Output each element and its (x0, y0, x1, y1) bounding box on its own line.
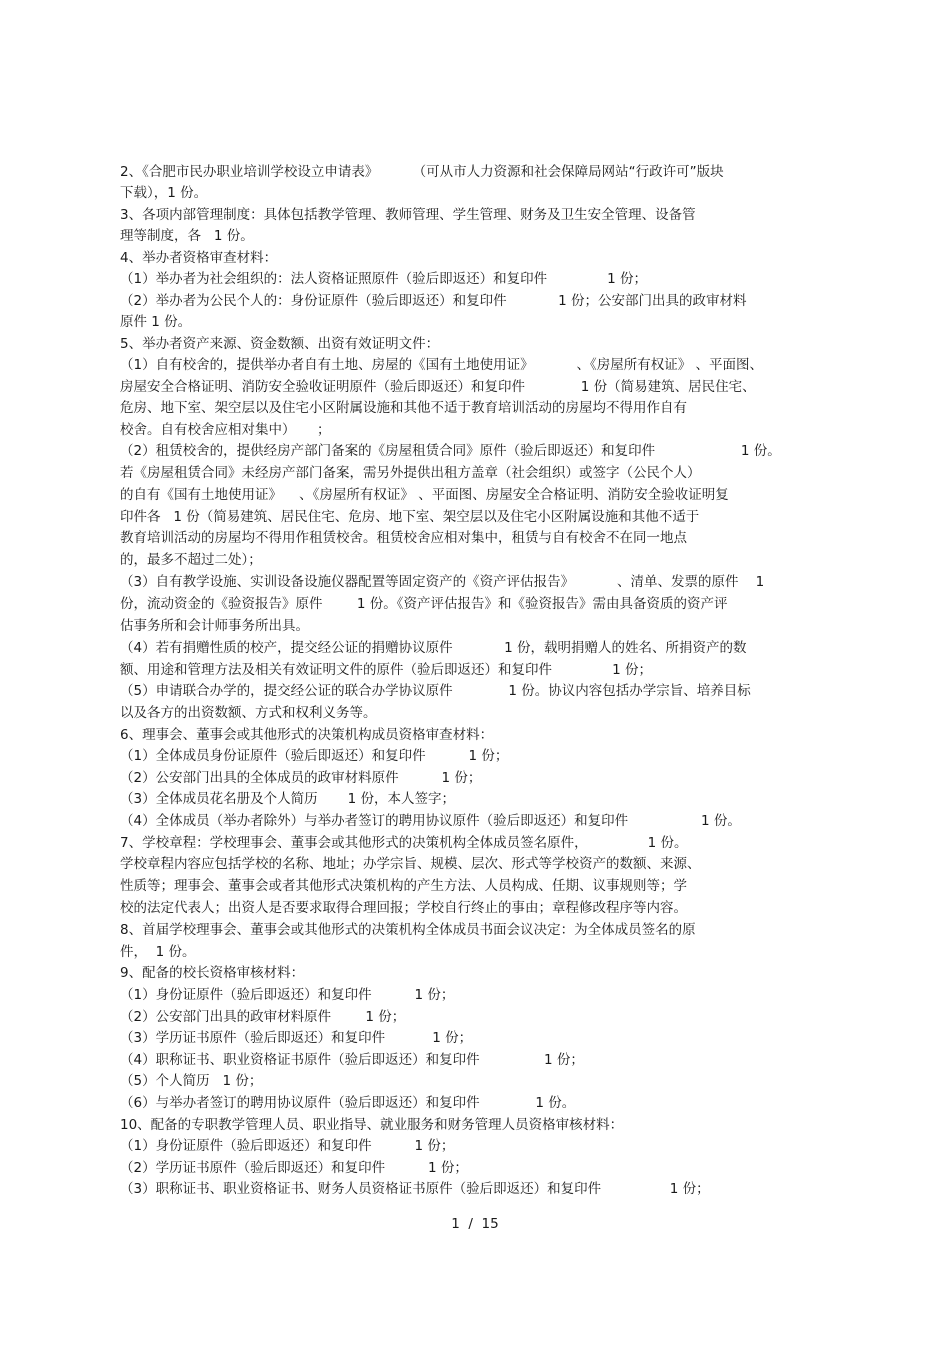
text-line: （4）若有捐赠性质的校产，提交经公证的捐赠协议原件 1 份，载明捐赠人的姓名、所捐资产的数 (120, 640, 747, 656)
text-line: （5）申请联合办学的，提交经公证的联合办学协议原件 1 份。协议内容包括办学宗旨、培养目标 (120, 683, 751, 699)
text-line: （5）个人简历 1 份； (120, 1073, 263, 1089)
page-number: 1 / 15 (451, 1216, 499, 1232)
text-line: 印件各 1 份（简易建筑、居民住宅、危房、地下室、架空层以及住宅小区附属设施和其他不适于 (120, 509, 700, 525)
text-line: 学校章程内容应包括学校的名称、地址；办学宗旨、规模、层次、形式等学校资产的数额、来源、 (120, 856, 701, 872)
text-line: 6、理事会、董事会或其他形式的决策机构成员资格审查材料： (120, 727, 494, 743)
text-line: （3）学历证书原件（验后即返还）和复印件 1 份； (120, 1030, 473, 1046)
text-line: 危房、地下室、架空层以及住宅小区附属设施和其他不适于教育培训活动的房屋均不得用作自有 (120, 400, 687, 416)
text-line: 4、举办者资格审查材料： (120, 250, 278, 266)
text-line: 下载），1 份。 (120, 185, 208, 201)
text-line: 2、《合肥市民办职业培训学校设立申请表》 （可从市人力资源和社会保障局网站“行政许可”版块 (120, 164, 724, 180)
text-line: 8、首届学校理事会、董事会或其他形式的决策机构全体成员书面会议决定：为全体成员签名的原 (120, 922, 696, 938)
text-line: （2）举办者为公民个人的：身份证原件（验后即返还）和复印件 1 份；公安部门出具的政审材料 (120, 293, 747, 309)
text-line: （2）学历证书原件（验后即返还）和复印件 1 份； (120, 1160, 468, 1176)
text-line: （6）与举办者签订的聘用协议原件（验后即返还）和复印件 1 份。 (120, 1095, 576, 1111)
text-line: 份，流动资金的《验资报告》原件 1 份。《资产评估报告》和《验资报告》需由具备资质的资产评 (120, 596, 728, 612)
text-line: 教育培训活动的房屋均不得用作租赁校舍。租赁校舍应相对集中，租赁与自有校舍不在同一地点 (120, 530, 687, 546)
text-line: 5、举办者资产来源、资金数额、出资有效证明文件： (120, 336, 440, 352)
text-line: 10、配备的专职教学管理人员、职业指导、就业服务和财务管理人员资格审核材料： (120, 1117, 624, 1133)
text-line: （1）全体成员身份证原件（验后即返还）和复印件 1 份； (120, 748, 509, 764)
text-line: 以及各方的出资数额、方式和权利义务等。 (120, 705, 377, 721)
text-line: （2）公安部门出具的全体成员的政审材料原件 1 份； (120, 770, 482, 786)
text-line: （4）全体成员（举办者除外）与举办者签订的聘用协议原件（验后即返还）和复印件 1 份。 (120, 813, 741, 829)
text-line: 若《房屋租赁合同》未经房产部门备案，需另外提供出租方盖章（社会组织）或签字（公民个人） (120, 465, 701, 481)
text-line: 的自有《国有土地使用证》 、《房屋所有权证》 、平面图、房屋安全合格证明、消防安全验收证明复 (120, 487, 729, 503)
text-line: 性质等；理事会、董事会或者其他形式决策机构的产生方法、人员构成、任期、议事规则等；学 (120, 878, 687, 894)
text-line: （1）自有校舍的，提供举办者自有土地、房屋的《国有土地使用证》 、《房屋所有权证》 、平面图、 (120, 357, 764, 373)
text-line: 校舍。自有校舍应相对集中） ； (120, 422, 331, 438)
text-line: 件， 1 份。 (120, 944, 196, 960)
text-line: （1）身份证原件（验后即返还）和复印件 1 份； (120, 1138, 455, 1154)
text-line: （3）职称证书、职业资格证书、财务人员资格证书原件（验后即返还）和复印件 1 份； (120, 1181, 710, 1197)
text-line: 原件 1 份。 (120, 314, 192, 330)
text-line: 理等制度，各 1 份。 (120, 228, 254, 244)
text-line: 9、配备的校长资格审核材料： (120, 965, 305, 981)
text-line: （2）公安部门出具的政审材料原件 1 份； (120, 1009, 406, 1025)
text-line: 3、各项内部管理制度：具体包括教学管理、教师管理、学生管理、财务及卫生安全管理、设备管 (120, 207, 696, 223)
text-line: 房屋安全合格证明、消防安全验收证明原件（验后即返还）和复印件 1 份（简易建筑、居民住宅、 (120, 379, 756, 395)
text-line: 校的法定代表人；出资人是否要求取得合理回报；学校自行终止的事由；章程修改程序等内容。 (120, 900, 687, 916)
text-line: 7、学校章程：学校理事会、董事会或其他形式的决策机构全体成员签名原件， 1 份。 (120, 835, 688, 851)
text-line: 的，最多不超过二处）； (120, 552, 262, 568)
text-line: 额、用途和管理方法及相关有效证明文件的原件（验后即返还）和复印件 1 份； (120, 662, 652, 678)
text-line: （1）举办者为社会组织的：法人资格证照原件（验后即返还）和复印件 1 份； (120, 271, 648, 287)
text-line: （1）身份证原件（验后即返还）和复印件 1 份； (120, 987, 455, 1003)
text-line: （3）自有教学设施、实训设备设施仪器配置等固定资产的《资产评估报告》 、清单、发票的原件 1 (120, 574, 765, 590)
text-line: （3）全体成员花名册及个人简历 1 份，本人签字； (120, 791, 456, 807)
text-line: （4）职称证书、职业资格证书原件（验后即返还）和复印件 1 份； (120, 1052, 584, 1068)
text-line: （2）租赁校舍的，提供经房产部门备案的《房屋租赁合同》原件（验后即返还）和复印件 1 份。 (120, 443, 781, 459)
text-line: 估事务所和会计师事务所出具。 (120, 618, 309, 634)
